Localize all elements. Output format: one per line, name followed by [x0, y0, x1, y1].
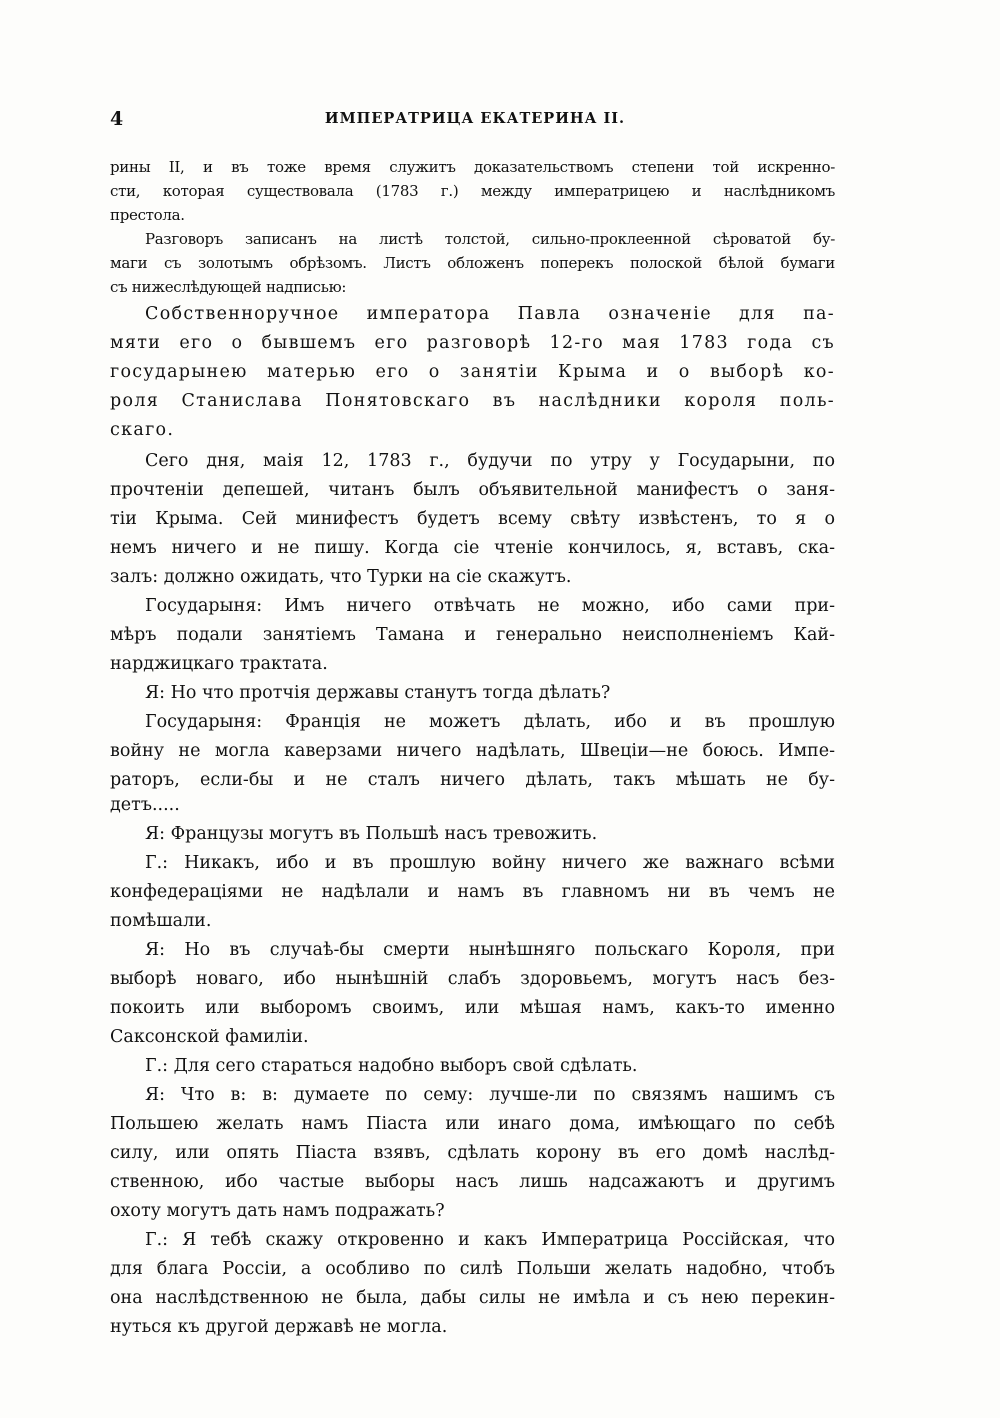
text-line: детъ.....: [110, 795, 180, 815]
text-line: Г.: Никакъ, ибо и въ прошлую войну ничего же важнаго всѣми: [145, 853, 835, 873]
text-line: Собственноручное императора Павла означеніе для па-: [145, 304, 835, 324]
text-line: съ нижеслѣдующей надписью:: [110, 278, 347, 296]
text-line: мѣръ подали занятіемъ Тамана и генерально неисполненіемъ Кай-: [110, 625, 835, 645]
text-line: нарджицкаго трактата.: [110, 654, 328, 674]
text-line: она наслѣдственною не была, дабы силы не имѣла и съ нею перекин-: [110, 1288, 835, 1308]
text-line: покоить или выборомъ своимъ, или мѣшая намъ, какъ-то именно: [110, 998, 835, 1018]
text-line: нуться къ другой державѣ не могла.: [110, 1317, 448, 1337]
text-line: мяти его о бывшемъ его разговорѣ 12-го мая 1783 года съ: [110, 333, 835, 353]
text-line: силу, или опять Піаста взявъ, сдѣлать корону въ его домѣ наслѣд-: [110, 1143, 835, 1163]
text-line: Я: Но въ случаѣ-бы смерти нынѣшняго польскаго Короля, при: [145, 940, 835, 960]
text-line: Государыня: Франція не можетъ дѣлать, ибо и въ прошлую: [145, 712, 835, 732]
text-line: прочтеніи депешей, читанъ былъ объявительной манифестъ о заня-: [110, 480, 835, 500]
text-line: Саксонской фамиліи.: [110, 1027, 309, 1047]
text-line: помѣшали.: [110, 911, 212, 931]
text-line: немъ ничего и не пишу. Когда сіе чтеніе кончилось, я, вставъ, ска-: [110, 538, 835, 558]
text-line: для блага Россіи, а особливо по силѣ Польши желать надобно, чтобъ: [110, 1259, 835, 1279]
text-line: Г.: Я тебѣ скажу откровенно и какъ Императрица Россійская, что: [145, 1230, 835, 1250]
text-line: залъ: должно ожидать, что Турки на сіе скажутъ.: [110, 567, 572, 587]
text-line: Польшею желать намъ Піаста или инаго дома, имѣющаго по себѣ: [110, 1114, 835, 1134]
text-line: рины II, и въ тоже время служитъ доказательствомъ степени той искренно-: [110, 158, 835, 176]
page-number: 4: [110, 108, 124, 130]
text-line: сти, которая существовала (1783 г.) между императрицею и наслѣдникомъ: [110, 182, 835, 200]
text-line: Государыня: Имъ ничего отвѣчать не можно, ибо сами при-: [145, 596, 835, 616]
text-line: государынею матерью его о занятіи Крыма и о выборѣ ко-: [110, 362, 835, 382]
text-line: маги съ золотымъ обрѣзомъ. Листъ обложенъ поперекъ полоской бѣлой бумаги: [110, 254, 835, 272]
text-line: войну не могла каверзами ничего надѣлать, Швеціи—не боюсь. Импе-: [110, 741, 835, 761]
text-line: скаго.: [110, 420, 175, 440]
text-line: роля Станислава Понятовскаго въ наслѣдники короля поль-: [110, 391, 835, 411]
text-line: Я: Но что протчія державы станутъ тогда дѣлать?: [145, 683, 611, 703]
text-line: Г.: Для сего стараться надобно выборъ свой сдѣлать.: [145, 1056, 638, 1076]
text-line: Я: Что в: в: думаете по сему: лучше-ли по связямъ нашимъ съ: [145, 1085, 835, 1105]
text-line: Я: Французы могутъ въ Польшѣ насъ тревожить.: [145, 824, 598, 844]
text-line: Разговоръ записанъ на листѣ толстой, сильно-проклеенной сѣроватой бу-: [145, 230, 835, 248]
text-line: раторъ, если-бы и не сталъ ничего дѣлать, такъ мѣшать не бу-: [110, 770, 835, 790]
text-line: престола.: [110, 206, 185, 224]
text-line: охоту могутъ дать намъ подражать?: [110, 1201, 445, 1221]
text-line: ственною, ибо частые выборы насъ лишь надсажаютъ и другимъ: [110, 1172, 835, 1192]
text-line: тіи Крыма. Сей минифестъ будетъ всему свѣту извѣстенъ, то я о: [110, 509, 835, 529]
page-header: [110, 108, 840, 134]
text-line: конфедераціями не надѣлали и намъ въ главномъ ни въ чемъ не: [110, 882, 835, 902]
running-title: ИМПЕРАТРИЦА ЕКАТЕРИНА II.: [324, 110, 626, 127]
text-line: Сего дня, маія 12, 1783 г., будучи по утру у Государыни, по: [145, 451, 835, 471]
text-line: выборѣ новаго, ибо нынѣшній слабъ здоровьемъ, могутъ насъ без-: [110, 969, 835, 989]
